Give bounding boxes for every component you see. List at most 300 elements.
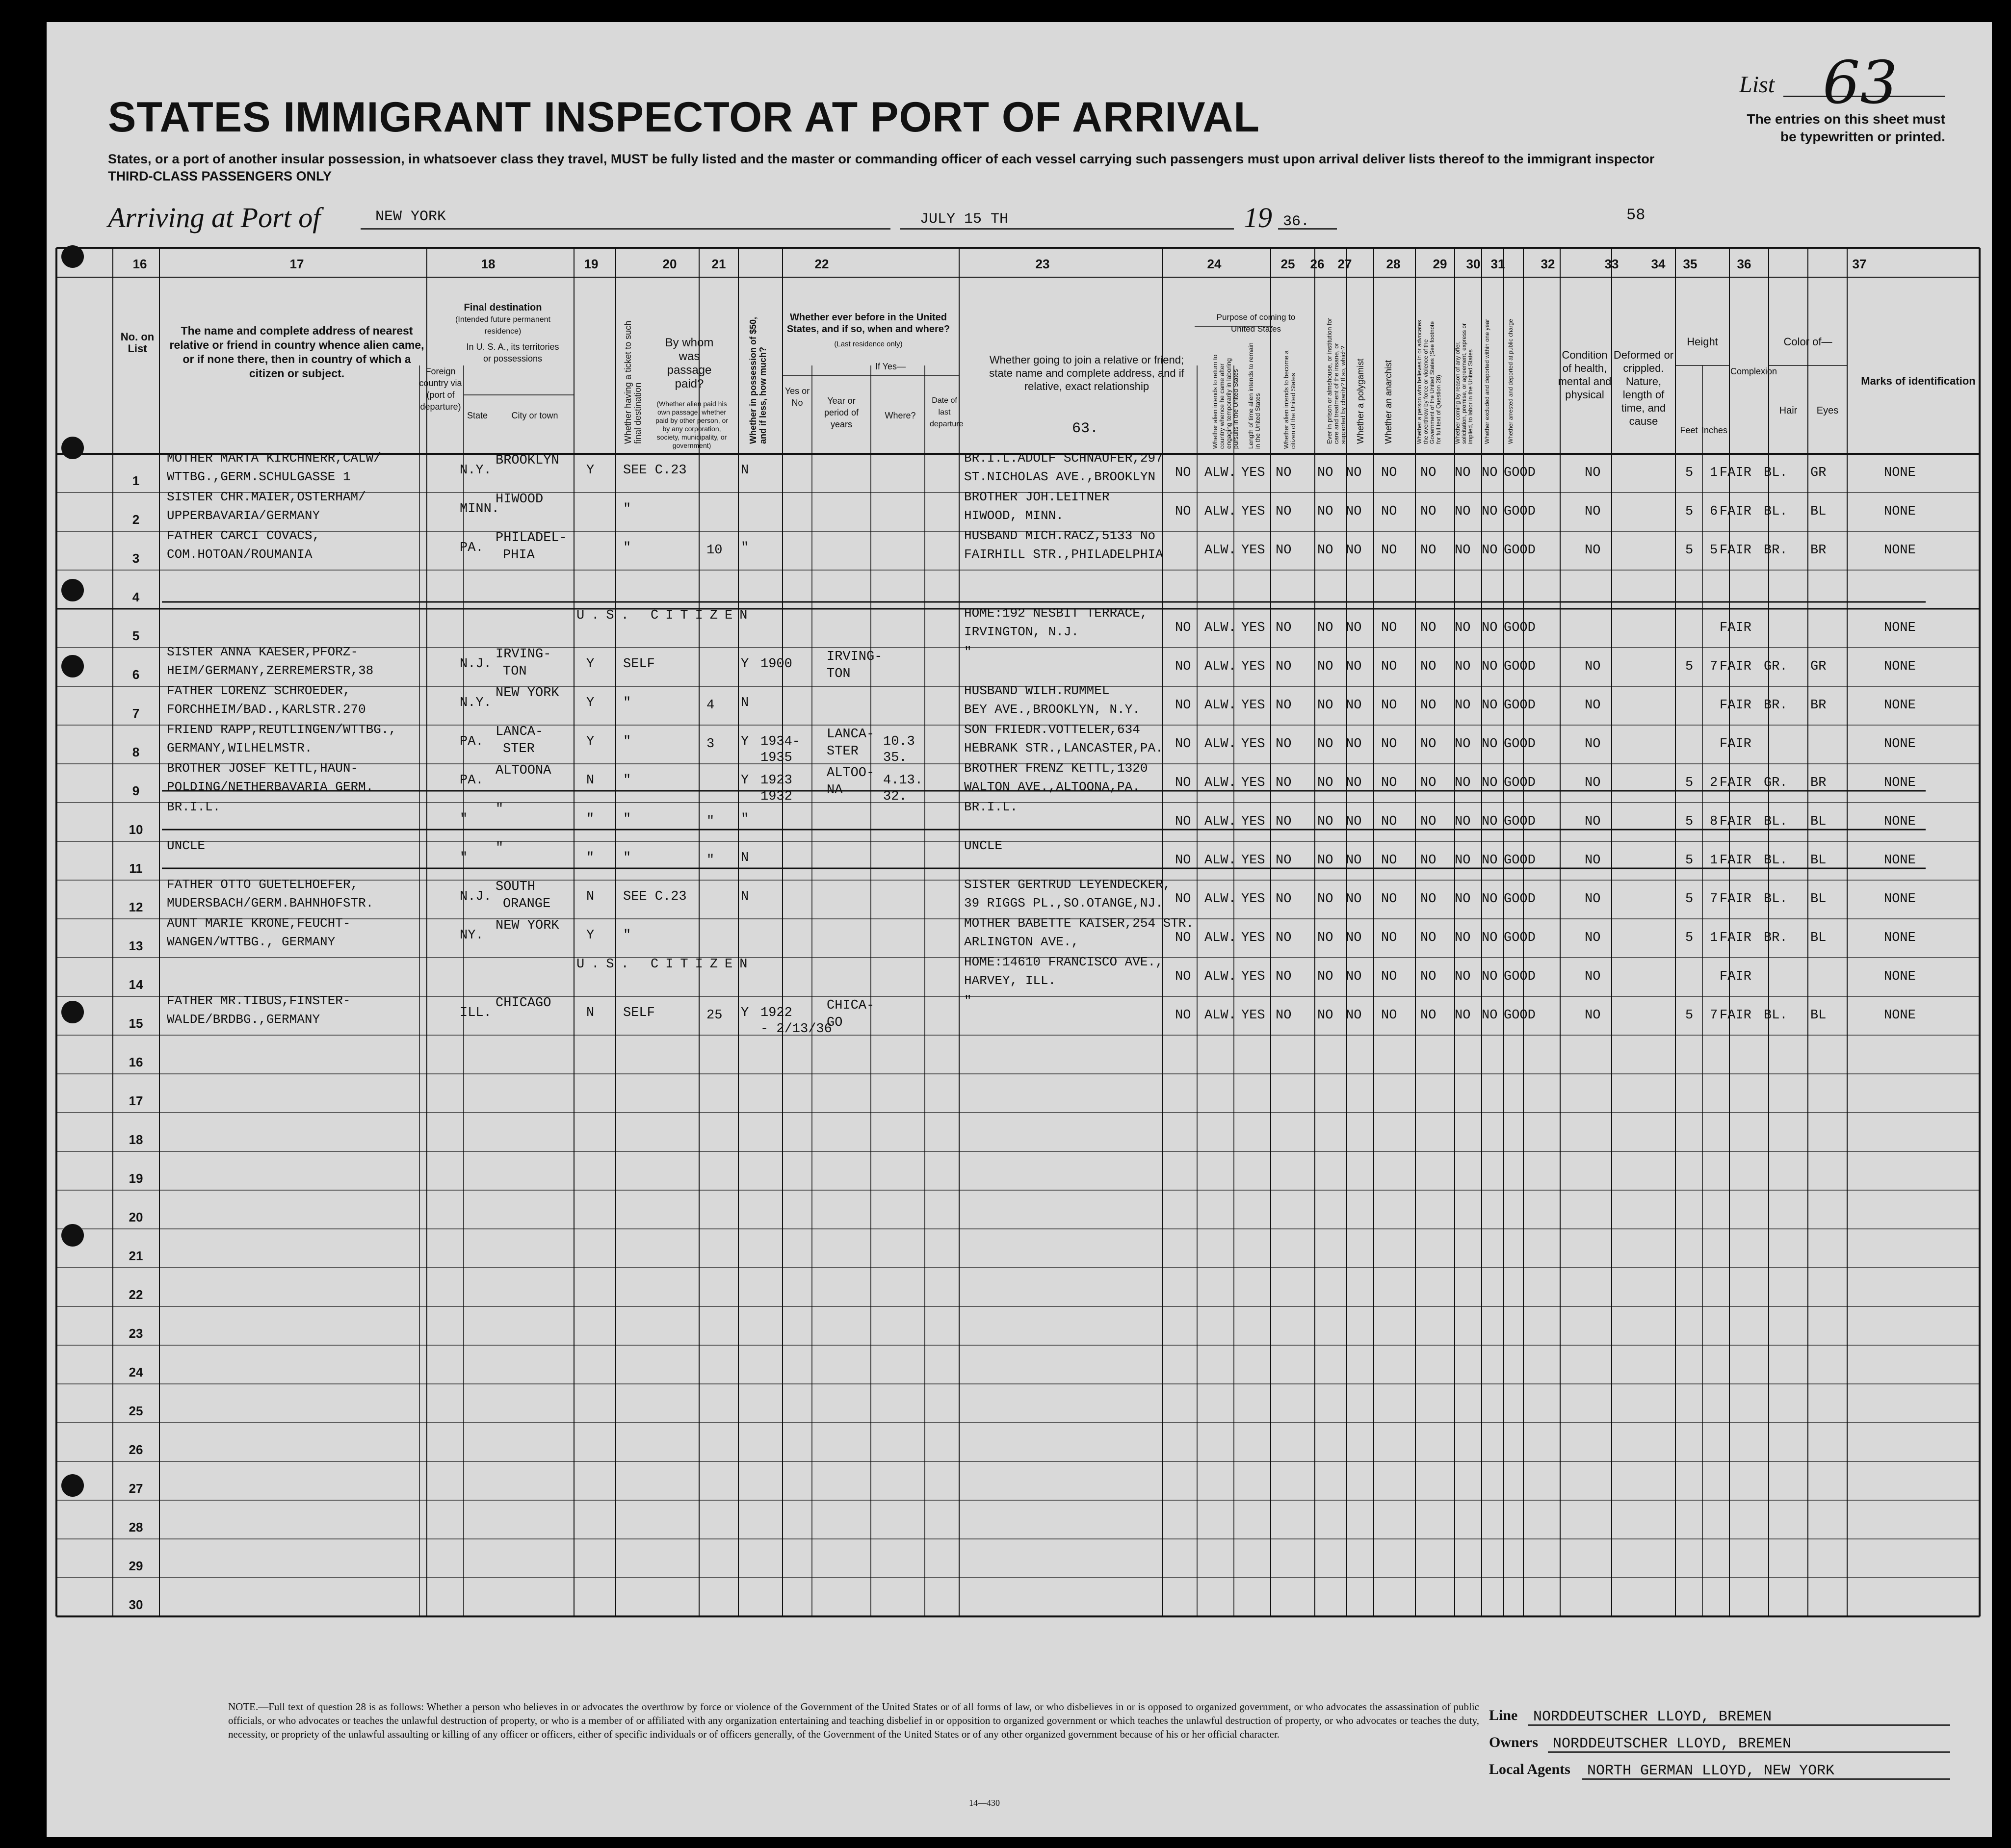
purpose-return: NO bbox=[1175, 892, 1191, 907]
binder-hole bbox=[61, 1224, 84, 1247]
dest-state: PA. bbox=[460, 773, 484, 788]
excluded: NO bbox=[1455, 621, 1471, 635]
col-num-29: 29 bbox=[1433, 257, 1447, 271]
header-if-yes: If Yes— bbox=[875, 362, 906, 371]
header-marks: Marks of identification bbox=[1861, 375, 1976, 387]
complexion: FAIR bbox=[1720, 698, 1751, 713]
date-departure-2: 32. bbox=[883, 789, 907, 804]
purpose-citizen: YES bbox=[1241, 698, 1265, 713]
purpose-length: ALW. bbox=[1204, 659, 1236, 674]
ticket: Y bbox=[586, 657, 595, 672]
q28: NO bbox=[1381, 659, 1397, 674]
header-final-destination-sub: (Intended future permanent residence) bbox=[455, 315, 550, 336]
header-date-departure: Date of last departure bbox=[930, 396, 964, 428]
complexion: FAIR bbox=[1720, 466, 1751, 480]
polygamist: NO bbox=[1317, 814, 1333, 829]
joining-line-2: HIWOOD, MINN. bbox=[964, 508, 1064, 523]
joining-line-2: IRVINGTON, N.J. bbox=[964, 625, 1079, 639]
purpose-length: ALW. bbox=[1204, 737, 1236, 752]
col-num-37: 37 bbox=[1852, 257, 1867, 271]
header-complexion: Complexion bbox=[1730, 366, 1777, 376]
complexion: FAIR bbox=[1720, 543, 1751, 558]
money: " bbox=[706, 814, 715, 829]
purpose-return: NO bbox=[1175, 969, 1191, 984]
header-purpose-return: Whether alien intends to return to country whence he came after engaging temporarily in laboring pursuits in the United States bbox=[1211, 354, 1239, 449]
header-health: Condition of health, mental and physical bbox=[1558, 349, 1612, 401]
deformed: NO bbox=[1585, 776, 1601, 790]
purpose-length: ALW. bbox=[1204, 814, 1236, 829]
arrested: NO bbox=[1482, 737, 1498, 752]
purpose-return: NO bbox=[1175, 659, 1191, 674]
dest-city: " bbox=[496, 841, 504, 856]
joining-line-1: SISTER GERTRUD LEYENDECKER, bbox=[964, 877, 1171, 892]
purpose-citizen: YES bbox=[1241, 737, 1265, 752]
joining-line-2: ST.NICHOLAS AVE.,BROOKLYN bbox=[964, 469, 1156, 484]
labor-offer: NO bbox=[1420, 776, 1436, 790]
dest-city: IRVING- bbox=[496, 647, 551, 662]
row-number: 16 bbox=[129, 1055, 143, 1069]
date-departure-2: 35. bbox=[883, 751, 907, 765]
header-going-to-join-typed: 63. bbox=[1072, 420, 1099, 437]
polygamist: NO bbox=[1317, 853, 1333, 868]
hair-color: GR. bbox=[1764, 776, 1788, 790]
excluded: NO bbox=[1455, 659, 1471, 674]
ever-before: N bbox=[741, 696, 749, 710]
prison: NO bbox=[1276, 1008, 1292, 1023]
purpose-return: NO bbox=[1175, 466, 1191, 480]
prison: NO bbox=[1276, 621, 1292, 635]
health: GOOD bbox=[1504, 466, 1536, 480]
ticket: Y bbox=[586, 734, 595, 749]
q28: NO bbox=[1381, 737, 1397, 752]
header-purpose: Purpose of coming to United States bbox=[1216, 312, 1296, 334]
paid-by: SELF bbox=[623, 1006, 655, 1020]
arrested: NO bbox=[1482, 892, 1498, 907]
height-feet: 5 bbox=[1685, 853, 1694, 868]
header-state: State bbox=[467, 411, 488, 420]
q28: NO bbox=[1381, 1008, 1397, 1023]
money: 3 bbox=[706, 737, 715, 752]
row-number: 11 bbox=[129, 861, 143, 876]
col-num-25: 25 bbox=[1280, 257, 1295, 271]
labor-offer: NO bbox=[1420, 969, 1436, 984]
eye-color: BR bbox=[1810, 543, 1827, 558]
where-2: GO bbox=[827, 1015, 843, 1030]
col-num-23: 23 bbox=[1035, 257, 1050, 271]
complexion: FAIR bbox=[1720, 504, 1751, 519]
col-num-31: 31 bbox=[1490, 257, 1505, 271]
footnote-question-28: NOTE.—Full text of question 28 is as follows: Whether a person who believes in or advocates the overthrow by force or violence of the Government of the United States or of all forms of law, or who disbelieves in or is opposed to organized government, or who advocates the assassination of public officials, or who advocates or teaches the unlawful destruction of property, or who is a member of or affiliated with any organization entertaining and teaching disbelief in or opposition to organized government or which teaches the unlawful destruction of property, or who advocates or teaches the duty, necessity, or propriety of the unlawful assaulting or killing of any officer or officers, either of specific individuals or of officers generally, of the Government of the United States or of any other organized government because of his or her official character. bbox=[228, 1701, 1479, 1740]
page-title: STATES IMMIGRANT INSPECTOR AT PORT OF ARRIVAL bbox=[108, 94, 1260, 141]
anarchist: NO bbox=[1346, 853, 1362, 868]
marks: NONE bbox=[1884, 543, 1916, 558]
complexion: FAIR bbox=[1720, 776, 1751, 790]
eye-color: GR bbox=[1810, 659, 1827, 674]
row-number: 12 bbox=[129, 900, 143, 914]
deformed: NO bbox=[1585, 814, 1601, 829]
row-number: 10 bbox=[129, 822, 143, 837]
labor-offer: NO bbox=[1420, 737, 1436, 752]
agents-label: Local Agents bbox=[1489, 1761, 1570, 1777]
header-last-residence: (Last residence only) bbox=[834, 340, 903, 348]
row-number: 14 bbox=[129, 977, 143, 992]
hair-color: BL. bbox=[1764, 853, 1788, 868]
purpose-length: ALW. bbox=[1204, 543, 1236, 558]
ever-before: N bbox=[741, 889, 749, 904]
hair-color: BL. bbox=[1764, 814, 1788, 829]
polygamist: NO bbox=[1317, 892, 1333, 907]
labor-offer: NO bbox=[1420, 1008, 1436, 1023]
purpose-citizen: YES bbox=[1241, 466, 1265, 480]
height-inches: 7 bbox=[1710, 659, 1718, 674]
owners-label: Owners bbox=[1489, 1734, 1538, 1750]
labor-offer: NO bbox=[1420, 466, 1436, 480]
header-yes-no: Yes or No bbox=[784, 386, 810, 408]
owners-value: NORDDEUTSCHER LLOYD, BREMEN bbox=[1553, 1736, 1792, 1752]
health: GOOD bbox=[1504, 969, 1536, 984]
relative-line-1: FATHER CARCI COVACS, bbox=[167, 528, 320, 543]
port-value: NEW YORK bbox=[375, 208, 446, 225]
anarchist: NO bbox=[1346, 737, 1362, 752]
header-ticket: Whether having a ticket to such final destination bbox=[623, 320, 643, 444]
where-2: STER bbox=[827, 744, 859, 759]
money: 10 bbox=[706, 543, 723, 558]
eye-color: GR bbox=[1810, 466, 1827, 480]
money: 4 bbox=[706, 698, 715, 713]
height-feet: 5 bbox=[1685, 814, 1694, 829]
year-period-2: - 2/13/36 bbox=[760, 1022, 832, 1037]
header-labor-offer: Whether coming by reason of any offer, solicitation, promise, or agreement, express or implied, to labor in the United States bbox=[1454, 323, 1474, 444]
dest-city: PHILADEL- bbox=[496, 531, 567, 546]
deformed: NO bbox=[1585, 504, 1601, 519]
joining-line-1: HOME:192 NESBIT TERRACE, bbox=[964, 606, 1148, 621]
header-where: Where? bbox=[885, 411, 916, 420]
q28: NO bbox=[1381, 466, 1397, 480]
complexion: FAIR bbox=[1720, 621, 1751, 635]
prison: NO bbox=[1276, 776, 1292, 790]
list-label: List bbox=[1739, 72, 1775, 98]
hair-color: BR. bbox=[1764, 543, 1788, 558]
header-eyes: Eyes bbox=[1816, 405, 1839, 416]
money: 25 bbox=[706, 1008, 723, 1023]
dest-city: BROOKLYN bbox=[496, 453, 559, 468]
health: GOOD bbox=[1504, 1008, 1536, 1023]
row-number: 9 bbox=[132, 783, 140, 798]
prison: NO bbox=[1276, 698, 1292, 713]
eye-color: BR bbox=[1810, 698, 1827, 713]
row-number: 22 bbox=[129, 1287, 143, 1302]
line-label: Line bbox=[1489, 1707, 1518, 1723]
header-polygamist: Whether a polygamist bbox=[1356, 358, 1365, 444]
prison: NO bbox=[1276, 737, 1292, 752]
where: LANCA- bbox=[827, 727, 875, 742]
dest-city: U.S. CITIZEN bbox=[576, 608, 755, 623]
purpose-citizen: YES bbox=[1241, 659, 1265, 674]
header-deformed: Deformed or crippled. Nature, length of time, and cause bbox=[1613, 349, 1674, 427]
height-inches: 1 bbox=[1710, 931, 1718, 945]
deformed: NO bbox=[1585, 892, 1601, 907]
excluded: NO bbox=[1455, 737, 1471, 752]
paid-by: " bbox=[623, 812, 631, 827]
row-number: 6 bbox=[132, 667, 140, 682]
relative-line-1: FATHER OTTO GUETELHOEFER, bbox=[167, 877, 359, 892]
anarchist: NO bbox=[1346, 931, 1362, 945]
height-inches: 7 bbox=[1710, 1008, 1718, 1023]
header-final-destination: Final destination bbox=[464, 302, 542, 313]
joining-line-2: WALTON AVE.,ALTOONA,PA. bbox=[964, 780, 1140, 794]
row-number: 27 bbox=[129, 1481, 143, 1496]
header-color: Color of— bbox=[1783, 336, 1832, 348]
marks: NONE bbox=[1884, 698, 1916, 713]
prison: NO bbox=[1276, 504, 1292, 519]
marks: NONE bbox=[1884, 892, 1916, 907]
height-inches: 8 bbox=[1710, 814, 1718, 829]
ticket: N bbox=[586, 1006, 595, 1020]
joining-line-2: ARLINGTON AVE., bbox=[964, 935, 1079, 949]
joining-line-1: " bbox=[964, 993, 972, 1008]
prison: NO bbox=[1276, 969, 1292, 984]
joining-line-2: FAIRHILL STR.,PHILADELPHIA bbox=[964, 547, 1163, 562]
relative-line-2: GERMANY,WILHELMSTR. bbox=[167, 741, 313, 755]
col-num-36: 36 bbox=[1737, 257, 1751, 271]
header-question-28: Whether a person who believes in or advocates the overthrow by force or violence of the Government of the United States (See footnote for full text of Question 28) bbox=[1416, 320, 1442, 444]
anarchist: NO bbox=[1346, 814, 1362, 829]
hair-color: BL. bbox=[1764, 892, 1788, 907]
binder-hole bbox=[61, 1474, 84, 1497]
year-prefix: 19 bbox=[1244, 202, 1272, 234]
polygamist: NO bbox=[1317, 466, 1333, 480]
manifest-sheet bbox=[47, 22, 1992, 1837]
anarchist: NO bbox=[1346, 504, 1362, 519]
labor-offer: NO bbox=[1420, 659, 1436, 674]
arrested: NO bbox=[1482, 853, 1498, 868]
dest-state: MINN. bbox=[460, 502, 500, 517]
row-number: 24 bbox=[129, 1365, 143, 1379]
relative-line-2: FORCHHEIM/BAD.,KARLSTR.270 bbox=[167, 702, 366, 717]
row-number: 18 bbox=[129, 1132, 143, 1147]
arrested: NO bbox=[1482, 698, 1498, 713]
eye-color: BL bbox=[1810, 931, 1827, 945]
labor-offer: NO bbox=[1420, 504, 1436, 519]
dest-state: ILL. bbox=[460, 1006, 492, 1020]
complexion: FAIR bbox=[1720, 814, 1751, 829]
purpose-citizen: YES bbox=[1241, 1008, 1265, 1023]
date-value: JULY 15 TH bbox=[920, 211, 1009, 228]
col-num-21: 21 bbox=[711, 257, 726, 271]
marks: NONE bbox=[1884, 737, 1916, 752]
excluded: NO bbox=[1455, 931, 1471, 945]
prison: NO bbox=[1276, 892, 1292, 907]
joining-line-2: 39 RIGGS PL.,SO.OTANGE,NJ. bbox=[964, 896, 1163, 911]
row-number: 5 bbox=[132, 628, 140, 643]
deformed: NO bbox=[1585, 1008, 1601, 1023]
paid-by: " bbox=[623, 734, 631, 749]
hair-color: BL. bbox=[1764, 504, 1788, 519]
dest-state: PA. bbox=[460, 541, 484, 555]
deformed: NO bbox=[1585, 853, 1601, 868]
dest-city: NEW YORK bbox=[496, 918, 559, 933]
excluded: NO bbox=[1455, 504, 1471, 519]
q28: NO bbox=[1381, 621, 1397, 635]
deformed: NO bbox=[1585, 543, 1601, 558]
relative-line-2: HEIM/GERMANY,ZERREMERSTR,38 bbox=[167, 663, 374, 678]
row-number: 17 bbox=[129, 1093, 143, 1108]
dest-city: U.S. CITIZEN bbox=[576, 957, 755, 972]
col-num-26: 26 bbox=[1310, 257, 1325, 271]
q28: NO bbox=[1381, 698, 1397, 713]
dest-city: NEW YORK bbox=[496, 686, 559, 701]
purpose-citizen: YES bbox=[1241, 969, 1265, 984]
deformed: NO bbox=[1585, 969, 1601, 984]
height-inches: 5 bbox=[1710, 543, 1718, 558]
joining-line-1: BR.I.L.ADOLF SCHNAUFER,297 bbox=[964, 451, 1163, 466]
eye-color: BL bbox=[1810, 814, 1827, 829]
purpose-citizen: YES bbox=[1241, 504, 1265, 519]
anarchist: NO bbox=[1346, 698, 1362, 713]
dest-city: " bbox=[496, 802, 504, 817]
dest-state: " bbox=[460, 851, 468, 865]
row-number: 19 bbox=[129, 1171, 143, 1186]
purpose-length: ALW. bbox=[1204, 969, 1236, 984]
money: " bbox=[706, 853, 715, 868]
dest-city: ALTOONA bbox=[496, 763, 551, 778]
header-year-period: Year or period of years bbox=[824, 396, 859, 429]
purpose-length: ALW. bbox=[1204, 504, 1236, 519]
joining-line-1: BR.I.L. bbox=[964, 800, 1018, 814]
joining-line-1: MOTHER BABETTE KAISER,254 STR. bbox=[964, 916, 1194, 931]
date-underline bbox=[900, 228, 1234, 230]
col-num-35: 35 bbox=[1683, 257, 1698, 271]
joining-line-1: HUSBAND WILH.RUMMEL bbox=[964, 683, 1110, 698]
marks: NONE bbox=[1884, 814, 1916, 829]
relative-line-1: SISTER CHR.MAIER,OSTERHAM/ bbox=[167, 490, 366, 504]
dest-city: HIWOOD bbox=[496, 492, 544, 507]
health: GOOD bbox=[1504, 737, 1536, 752]
polygamist: NO bbox=[1317, 737, 1333, 752]
marks: NONE bbox=[1884, 969, 1916, 984]
health: GOOD bbox=[1504, 776, 1536, 790]
purpose-return: NO bbox=[1175, 698, 1191, 713]
year-period: 1900 bbox=[760, 657, 792, 672]
row-number: 21 bbox=[129, 1249, 143, 1263]
col-num-20: 20 bbox=[662, 257, 677, 271]
col-num-22: 22 bbox=[814, 257, 829, 271]
deformed: NO bbox=[1585, 931, 1601, 945]
health: GOOD bbox=[1504, 892, 1536, 907]
excluded: NO bbox=[1455, 853, 1471, 868]
ever-before: Y bbox=[741, 1006, 749, 1020]
complexion: FAIR bbox=[1720, 853, 1751, 868]
excluded: NO bbox=[1455, 969, 1471, 984]
prison: NO bbox=[1276, 814, 1292, 829]
joining-line-1: HOME:14610 FRANCISCO AVE., bbox=[964, 955, 1163, 969]
height-inches: 1 bbox=[1710, 466, 1718, 480]
col-num-17: 17 bbox=[289, 257, 304, 271]
excluded: NO bbox=[1455, 892, 1471, 907]
anarchist: NO bbox=[1346, 659, 1362, 674]
col-num-32: 32 bbox=[1541, 257, 1555, 271]
marks: NONE bbox=[1884, 621, 1916, 635]
col-num-30: 30 bbox=[1466, 257, 1481, 271]
row-number: 3 bbox=[132, 551, 140, 566]
hair-color: BR. bbox=[1764, 931, 1788, 945]
complexion: FAIR bbox=[1720, 892, 1751, 907]
dest-city: SOUTH bbox=[496, 880, 536, 894]
purpose-length: ALW. bbox=[1204, 776, 1236, 790]
ticket: N bbox=[586, 773, 595, 788]
year-period: 1922 bbox=[760, 1006, 792, 1020]
marks: NONE bbox=[1884, 853, 1916, 868]
paid-by: " bbox=[623, 928, 631, 943]
complexion: FAIR bbox=[1720, 737, 1751, 752]
purpose-citizen: YES bbox=[1241, 892, 1265, 907]
purpose-return: NO bbox=[1175, 931, 1191, 945]
prison: NO bbox=[1276, 659, 1292, 674]
sheet-number: 58 bbox=[1626, 206, 1645, 224]
relative-line-2: MUDERSBACH/GERM.BAHNHOFSTR. bbox=[167, 896, 374, 911]
col-num-33: 33 bbox=[1604, 257, 1619, 271]
header-height: Height bbox=[1687, 336, 1718, 348]
paid-by: " bbox=[623, 541, 631, 555]
joining-line-2: HARVEY, ILL. bbox=[964, 973, 1056, 988]
header-purpose-length: Length of time alien intends to remain in the United States bbox=[1247, 342, 1261, 449]
header-hair: Hair bbox=[1779, 405, 1798, 416]
ticket: Y bbox=[586, 696, 595, 710]
polygamist: NO bbox=[1317, 698, 1333, 713]
anarchist: NO bbox=[1346, 621, 1362, 635]
arrested: NO bbox=[1482, 969, 1498, 984]
binder-hole bbox=[61, 579, 84, 601]
health: GOOD bbox=[1504, 931, 1536, 945]
labor-offer: NO bbox=[1420, 931, 1436, 945]
binder-hole bbox=[61, 437, 84, 459]
paid-by: " bbox=[623, 696, 631, 710]
eye-color: BL bbox=[1810, 504, 1827, 519]
marks: NONE bbox=[1884, 1008, 1916, 1023]
binder-hole bbox=[61, 1001, 84, 1023]
col-num-24: 24 bbox=[1207, 257, 1222, 271]
header-anarchist: Whether an anarchist bbox=[1384, 360, 1393, 444]
purpose-length: ALW. bbox=[1204, 892, 1236, 907]
marks: NONE bbox=[1884, 504, 1916, 519]
purpose-return: NO bbox=[1175, 814, 1191, 829]
binder-hole bbox=[61, 245, 84, 268]
complexion: FAIR bbox=[1720, 659, 1751, 674]
joining-line-1: " bbox=[964, 645, 972, 659]
year-period-2: 1935 bbox=[760, 751, 792, 765]
purpose-length: ALW. bbox=[1204, 466, 1236, 480]
deformed: NO bbox=[1585, 737, 1601, 752]
header-inches: Inches bbox=[1701, 425, 1728, 435]
ever-before: Y bbox=[741, 734, 749, 749]
header-by-whom-paid-sub: (Whether alien paid his own passage, whether paid by other person, or by any corporation, society, municipality, or government) bbox=[655, 400, 728, 449]
height-feet: 5 bbox=[1685, 931, 1694, 945]
header-arrested: Whether arrested and deported at public charge bbox=[1507, 319, 1514, 444]
relative-line-2: WANGEN/WTTBG., GERMANY bbox=[167, 935, 336, 949]
arrested: NO bbox=[1482, 621, 1498, 635]
row-number: 15 bbox=[129, 1016, 143, 1031]
col-num-19: 19 bbox=[584, 257, 599, 271]
row-number: 13 bbox=[129, 938, 143, 953]
ticket: Y bbox=[586, 463, 595, 478]
header-in-usa: In U. S. A., its territories or possessions bbox=[466, 342, 559, 364]
row-number: 29 bbox=[129, 1559, 143, 1573]
purpose-return: NO bbox=[1175, 737, 1191, 752]
health: GOOD bbox=[1504, 504, 1536, 519]
row-number: 1 bbox=[132, 473, 140, 488]
height-feet: 5 bbox=[1685, 466, 1694, 480]
eye-color: BL bbox=[1810, 1008, 1827, 1023]
